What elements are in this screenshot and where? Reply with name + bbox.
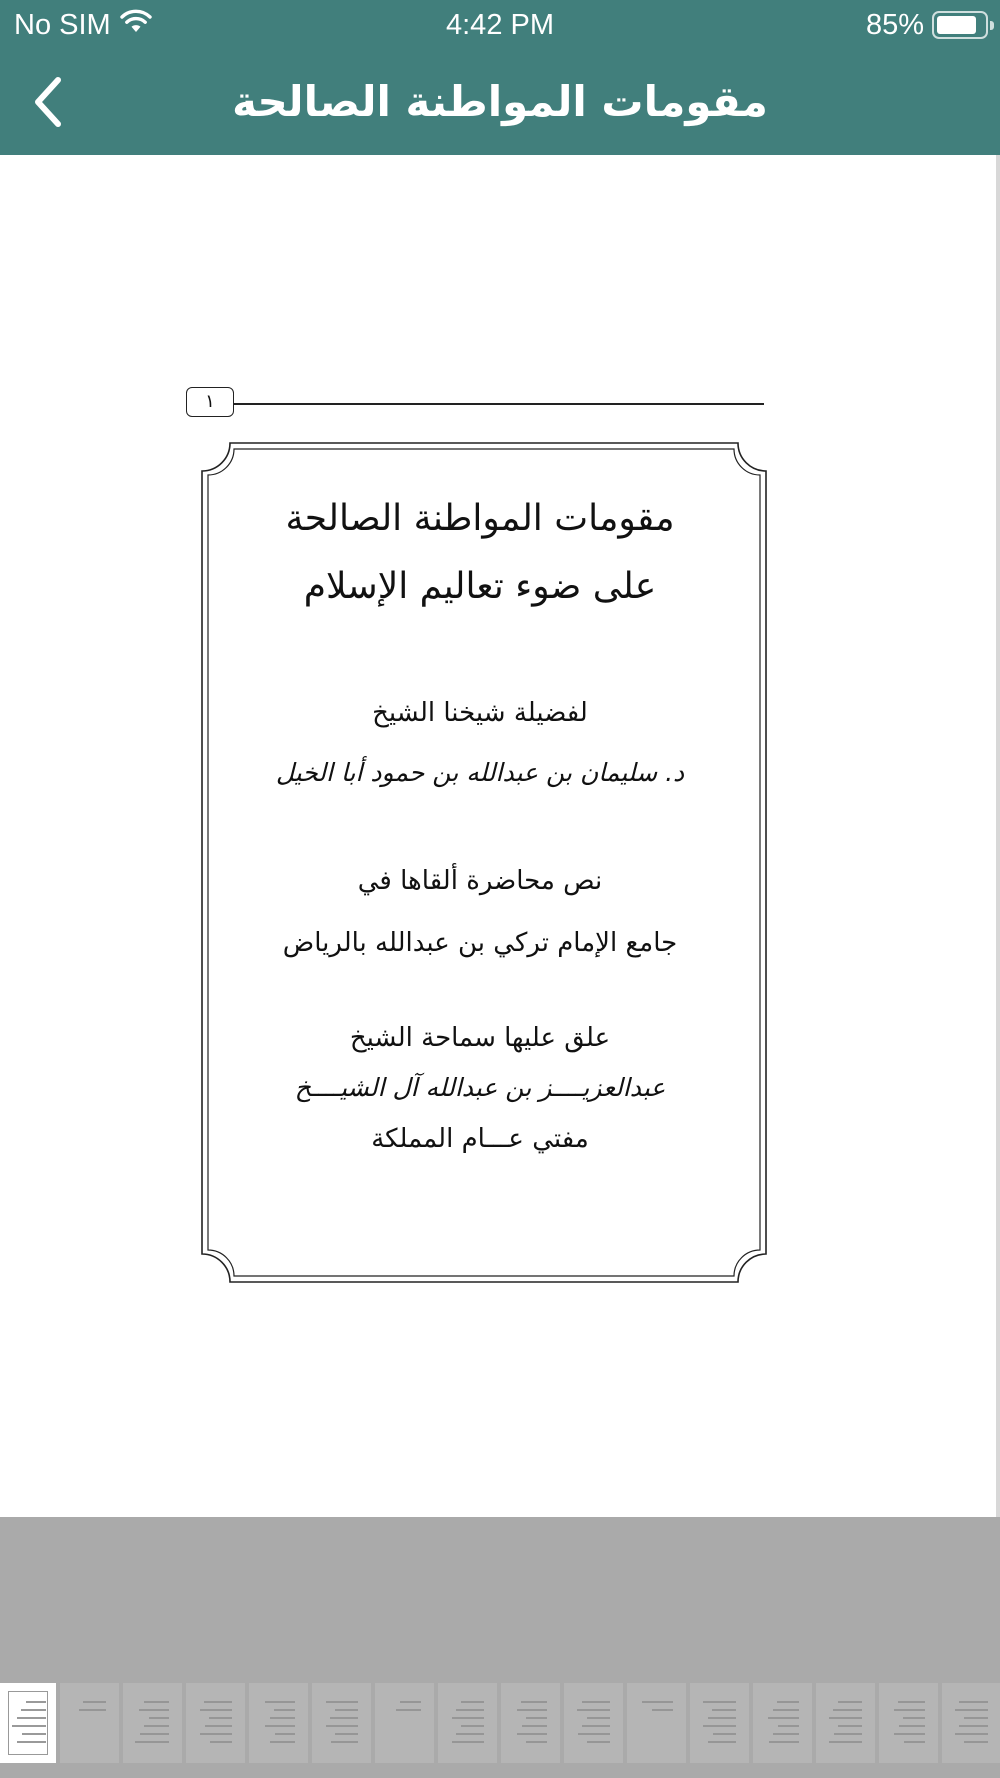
document-title-line-2: على ضوء تعاليم الإسلام <box>303 566 657 607</box>
document-page[interactable] <box>0 155 1000 1517</box>
page-thumbnail[interactable] <box>690 1683 749 1763</box>
page-thumbnail[interactable] <box>879 1683 938 1763</box>
page-edge <box>996 155 1000 1517</box>
thumbnail-text-lines <box>702 1701 736 1749</box>
thumbnail-text-lines <box>387 1701 421 1717</box>
page-thumbnail[interactable] <box>438 1683 497 1763</box>
page-thumbnail[interactable] <box>123 1683 182 1763</box>
status-battery <box>866 8 988 42</box>
document-comment-line: علق عليها سماحة الشيخ <box>349 1023 611 1053</box>
thumbnail-strip[interactable] <box>0 1683 1000 1763</box>
battery-icon <box>932 11 988 39</box>
document-title-line-1: مقومات المواطنة الصالحة <box>285 498 675 539</box>
thumbnail-text-lines <box>324 1701 358 1749</box>
thumbnail-text-lines <box>513 1701 547 1749</box>
page-thumbnail[interactable] <box>375 1683 434 1763</box>
thumbnail-text-lines <box>765 1701 799 1749</box>
page-number: ١ <box>186 387 234 417</box>
document-commentator-title: مفتي عـــام المملكة <box>371 1124 589 1154</box>
page-header-rule <box>234 403 764 405</box>
wifi-icon <box>119 8 153 42</box>
page-thumbnail[interactable] <box>60 1683 119 1763</box>
page-thumbnail[interactable] <box>627 1683 686 1763</box>
page-thumbnail[interactable] <box>0 1683 56 1763</box>
page-thumbnail[interactable] <box>564 1683 623 1763</box>
document-commentator: عبدالعزيــــز بن عبدالله آل الشيــــخ <box>294 1073 666 1102</box>
document-venue: جامع الإمام تركي بن عبدالله بالرياض <box>282 928 678 958</box>
page-thumbnail[interactable] <box>501 1683 560 1763</box>
page-thumbnail[interactable] <box>753 1683 812 1763</box>
thumbnail-text-lines <box>261 1701 295 1749</box>
page-thumbnail[interactable] <box>942 1683 1000 1763</box>
page-thumbnail[interactable] <box>249 1683 308 1763</box>
battery-level-fill <box>937 16 976 34</box>
document-lecture-line: نص محاضرة ألقاها في <box>357 866 603 896</box>
page-thumbnail[interactable] <box>312 1683 371 1763</box>
thumbnail-text-lines <box>639 1701 673 1717</box>
thumbnail-area <box>0 1517 1000 1778</box>
nav-title: مقومات المواطنة الصالحة <box>232 77 768 126</box>
document-author: د. سليمان بن عبدالله بن حمود أبا الخيل <box>275 758 685 787</box>
page-thumbnail[interactable] <box>816 1683 875 1763</box>
back-button[interactable] <box>18 66 78 138</box>
thumbnail-text-lines <box>828 1701 862 1749</box>
thumbnail-text-lines <box>954 1701 988 1749</box>
thumbnail-text-lines <box>450 1701 484 1749</box>
battery-percent: 85% <box>865 9 924 41</box>
thumbnail-text-lines <box>576 1701 610 1749</box>
status-time: 4:42 PM <box>446 9 554 41</box>
page-thumbnail[interactable] <box>186 1683 245 1763</box>
thumbnail-text-lines <box>891 1701 925 1749</box>
chevron-left-icon <box>28 74 68 130</box>
decorative-frame <box>0 155 1000 1517</box>
document-by-line: لفضيلة شيخنا الشيخ <box>372 698 588 728</box>
thumbnail-text-lines <box>72 1701 106 1717</box>
carrier-label: No SIM <box>14 9 111 41</box>
thumbnail-text-lines <box>135 1701 169 1749</box>
status-carrier <box>14 8 153 42</box>
thumbnail-text-lines <box>198 1701 232 1749</box>
top-bar <box>0 0 1000 155</box>
thumbnail-text-lines <box>12 1701 46 1749</box>
